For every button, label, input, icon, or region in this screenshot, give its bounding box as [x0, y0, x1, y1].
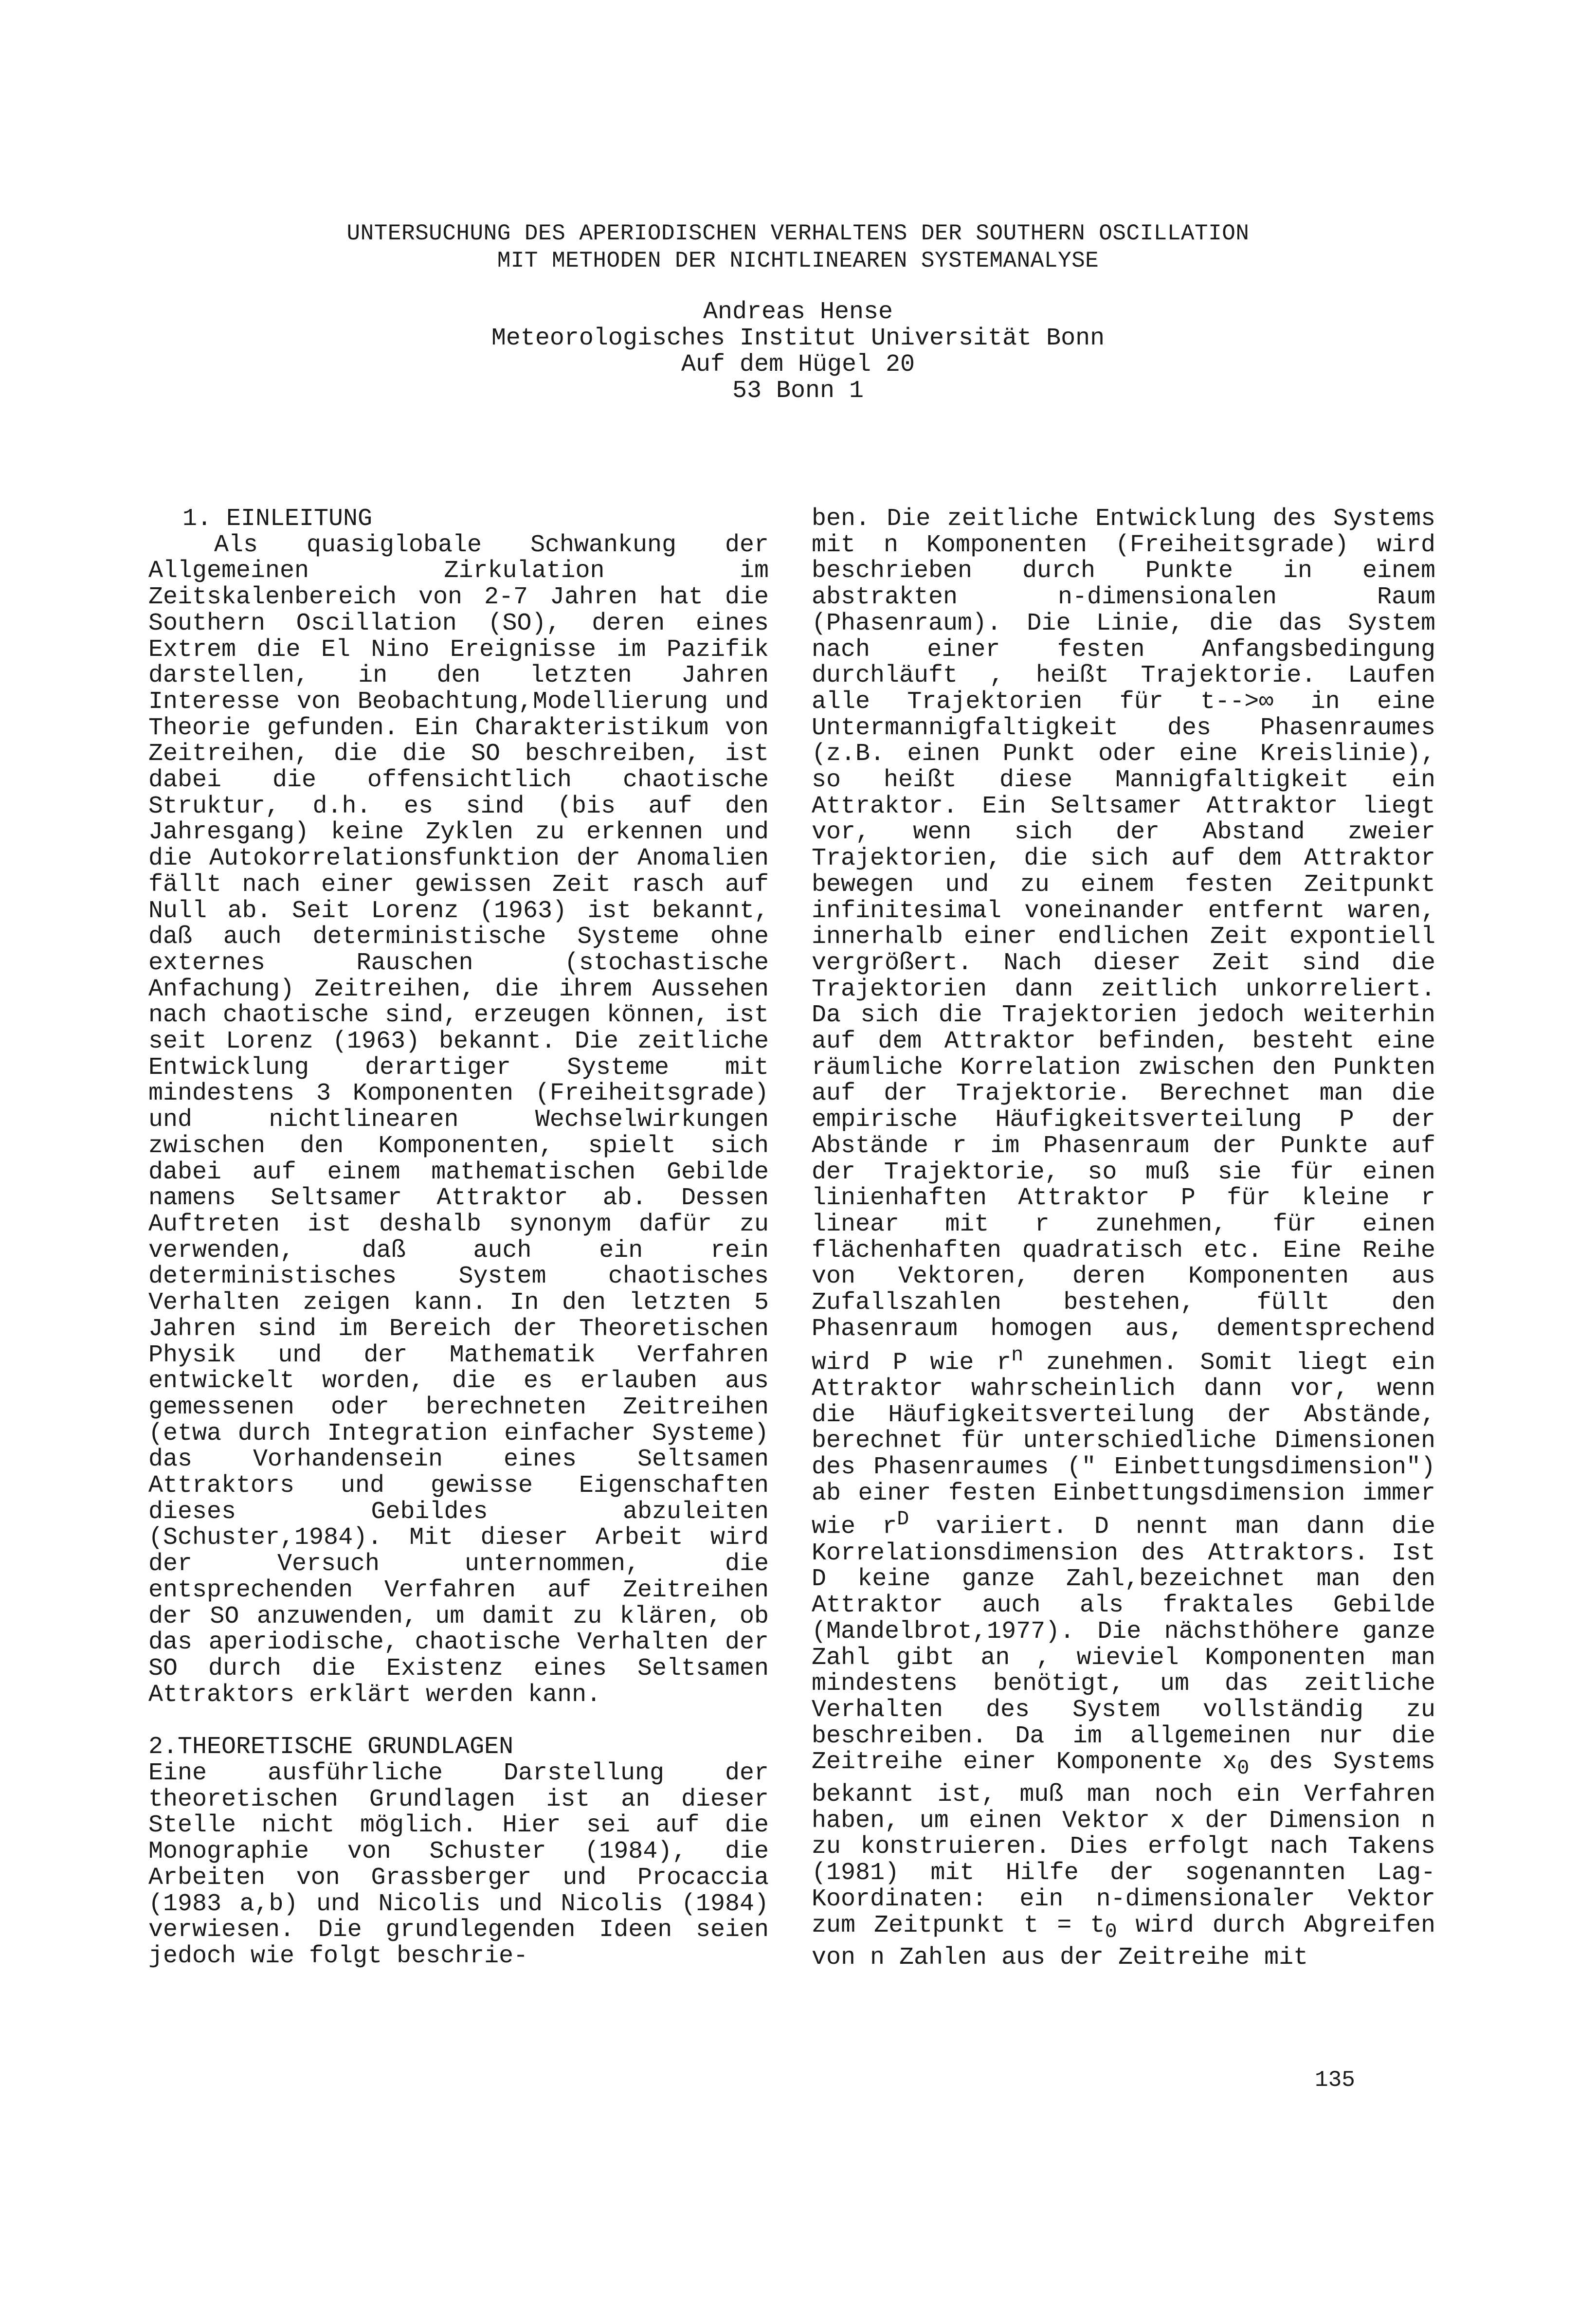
text-run-5: des Systems bekannt ist, muß man noch ein Verfahren haben, um einen Vektor x der Dimension n zu konstruieren. Dies erfolgt nach Takens (1981) mit Hilfe der sogenannten Lag-Koordinaten: ein n-dimensionaler Vektor zum Zeitpunkt t = t	[812, 1748, 1435, 1939]
left-column	[148, 506, 769, 1970]
text-run-3: zunehmen. Somit liegt ein Attraktor wahrscheinlich dann vor, wenn die Häufigkeitsverteilung der Abstände, berechnet für unterschiedliche Dimensionen des Phasenraumes (" Einbettungsdimension") ab einer festen Einbettungsdimension immer wie r	[812, 1349, 1435, 1541]
author-city: 53 Bonn 1	[732, 377, 864, 405]
subscript-zero-1: 0	[1237, 1756, 1250, 1780]
text-run-2: in eine Untermannigfaltigkeit des Phasenraumes (z.B. einen Punkt oder eine Kreislinie), so heißt diese Mannigfaltigkeit ein Attraktor. Ein Seltsamer Attraktor liegt vor, wenn sich der Abstand zweier Trajektorien, die sich auf dem Attraktor bewegen und zu einem festen Zeitpunkt infinitesimal voneinander entfernt waren, innerhalb einer endlichen Zeit expontiell vergrößert. Nach dieser Zeit sind die Trajektorien dann zeitlich unkorreliert. Da sich die Trajektorien jedoch weiterhin auf dem Attraktor befinden, besteht eine räumliche Korrelation zwischen den Punkten auf der Trajektorie. Berechnet man die empirische Häufigkeitsverteilung P der Abstände r im Phasenraum der Punkte auf der Trajektorie, so muß sie für einen linienhaften Attraktor P für kleine r linear mit r zunehmen, für einen flächenhaften quadratisch etc. Eine Reihe von Vektoren, deren Komponenten aus Zufallszahlen bestehen, füllt den Phasenraum homogen aus, dementsprechend wird P wie r	[812, 688, 1435, 1377]
title-line-1: UNTERSUCHUNG DES APERIODISCHEN VERHALTENS DER SOUTHERN OSCILLATION	[346, 221, 1250, 246]
section-2-heading: 2.THEORETISCHE GRUNDLAGEN	[148, 1733, 514, 1761]
page-number: 135	[1315, 2067, 1355, 2093]
subscript-zero-2: 0	[1105, 1919, 1117, 1943]
superscript-n: n	[1011, 1343, 1024, 1367]
author-street: Auf dem Hügel 20	[681, 351, 915, 379]
superscript-d: D	[897, 1507, 909, 1531]
section-spacer	[148, 1708, 769, 1734]
section-2-body-left: Eine ausführliche Darstellung der theoretischen Grundlagen ist an dieser Stelle nicht möglich. Hier sei auf die Monographie von Schuster (1984), die Arbeiten von Grassberger und Procaccia (1983 a,b) und Nicolis und Nicolis (1984) verwiesen. Die grundlegenden Ideen seien jedoch wie folgt beschrie-	[148, 1759, 769, 1970]
section-1-body: Als quasiglobale Schwankung der Allgemeinen Zirkulation im Zeitskalenbereich von 2-7 Jahren hat die Southern Oscillation (SO), deren eines Extrem die El Nino Ereignisse im Pazifik darstellen, in den letzten Jahren Interesse von Beobachtung,Modellierung und Theorie gefunden. Ein Charakteristikum von Zeitreihen, die die SO beschreiben, ist dabei die offensichtlich chaotische Struktur, d.h. es sind (bis auf den Jahresgang) keine Zyklen zu erkennen und die Autokorrelationsfunktion der Anomalien fällt nach einer gewissen Zeit rasch auf Null ab. Seit Lorenz (1963) ist bekannt, daß auch deterministische Systeme ohne externes Rauschen (stochastische Anfachung) Zeitreihen, die ihrem Aussehen nach chaotische sind, erzeugen können, ist seit Lorenz (1963) bekannt. Die zeitliche Entwicklung derartiger Systeme mit mindestens 3 Komponenten (Freiheitsgrade) und nichtlinearen Wechselwirkungen zwischen den Komponenten, spielt sich dabei auf einem mathematischen Gebilde namens Seltsamer Attraktor ab. Dessen Auftreten ist deshalb synonym dafür zu verwenden, daß auch ein rein deterministisches System chaotisches Verhalten zeigen kann. In den letzten 5 Jahren sind im Bereich der Theoretischen Physik und der Mathematik Verfahren entwickelt worden, die es erlauben aus gemessenen oder berechneten Zeitreihen (etwa durch Integration einfacher Systeme) das Vorhandensein eines Seltsamen Attraktors und gewisse Eigenschaften dieses Gebildes abzuleiten (Schuster,1984). Mit dieser Arbeit wird der Versuch unternommen, die entsprechenden Verfahren auf Zeitreihen der SO anzuwenden, um damit zu klären, ob das aperiodische, chaotische Verhalten der SO durch die Existenz eines Seltsamen Attraktors erklärt werden kann.	[148, 531, 769, 1709]
text-run-6: wird durch Abgreifen von n Zahlen aus der Zeitreihe mit	[812, 1911, 1436, 1972]
text-run-1: ben. Die zeitliche Entwicklung des Systems mit n Komponenten (Freiheitsgrade) wird beschrieben durch Punkte in einem abstrakten n-dimensionalen Raum (Phasenraum). Die Linie, die das System nach einer festen Anfangsbedingung durchläuft , heißt Trajektorie. Laufen alle Trajektorien für t-->	[812, 505, 1435, 716]
section-1-heading: 1. EINLEITUNG	[182, 505, 373, 533]
author-institute: Meteorologisches Institut Universität Bonn	[491, 325, 1105, 352]
right-column	[812, 506, 1435, 1971]
infinity-symbol: ∞	[1259, 688, 1274, 716]
author-block	[389, 299, 1207, 404]
author-name: Andreas Hense	[703, 298, 893, 326]
section-2-body-right	[812, 506, 1435, 1971]
title-line-2: MIT METHODEN DER NICHTLINEAREN SYSTEMANALYSE	[497, 248, 1099, 273]
paper-title	[185, 220, 1411, 274]
text-run-4: variiert. D nennt man dann die Korrelationsdimension des Attraktors. Ist D keine ganze Zahl,bezeichnet man den Attraktor auch als fraktales Gebilde (Mandelbrot,1977). Die nächsthöhere ganze Zahl gibt an , wieviel Komponenten man mindestens benötigt, um das zeitliche Verhalten des System vollständig zu beschreiben. Da im allgemeinen nur die Zeitreihe einer Komponente x	[812, 1513, 1436, 1776]
